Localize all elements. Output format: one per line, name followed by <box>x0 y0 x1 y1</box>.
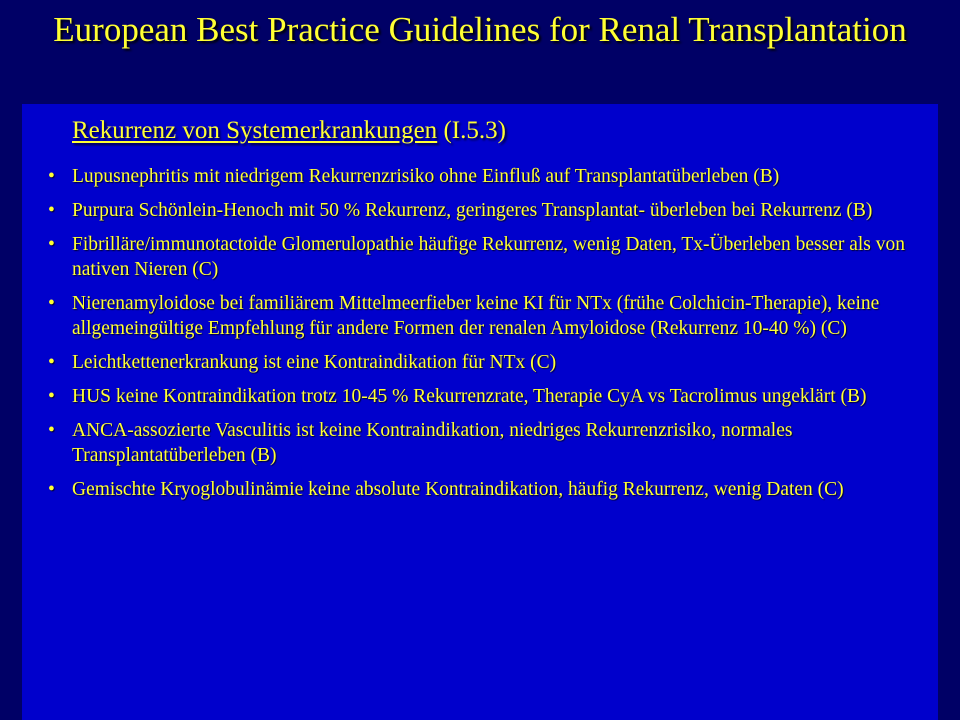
bullet-item <box>48 418 930 468</box>
bullet-text: Gemischte Kryoglobulinämie keine absolute Kontraindikation, häufig Rekurrenz, wenig Daten (C) <box>72 479 844 500</box>
bullet-item <box>48 198 930 223</box>
subtitle <box>72 116 506 146</box>
bullet-item <box>48 477 930 502</box>
bullet-dot-icon: • <box>48 293 55 314</box>
bullet-item <box>48 350 930 375</box>
bullet-dot-icon: • <box>48 420 55 441</box>
bullet-text: HUS keine Kontraindikation trotz 10-45 % Rekurrenzrate, Therapie CyA vs Tacrolimus ungeklärt (B) <box>72 386 867 407</box>
bullet-text: Nierenamyloidose bei familiärem Mittelmeerfieber keine KI für NTx (frühe Colchicin-Therapie), keine allgemeingültige Empfehlung für andere Formen der renalen Amyloidose (Rekurrenz 10-40 %) (C) <box>72 293 880 339</box>
subtitle-ref: (I.5.3) <box>443 117 506 144</box>
bullet-dot-icon: • <box>48 200 55 221</box>
bullet-dot-icon: • <box>48 352 55 373</box>
bullet-text: Lupusnephritis mit niedrigem Rekurrenzrisiko ohne Einfluß auf Transplantatüberleben (B) <box>72 166 780 187</box>
subtitle-main: Rekurrenz von Systemerkrankungen <box>72 117 438 144</box>
bullet-item <box>48 232 930 282</box>
bullet-dot-icon: • <box>48 479 55 500</box>
bullet-item <box>48 384 930 409</box>
bullet-item <box>48 164 930 189</box>
bullet-text: Purpura Schönlein-Henoch mit 50 % Rekurrenz, geringeres Transplantat- überleben bei Rekurrenz (B) <box>72 200 873 221</box>
bullet-list <box>48 164 930 511</box>
slide-title: European Best Practice Guidelines for Renal Transplantation <box>53 10 907 49</box>
bullet-text: Leichtkettenerkrankung ist eine Kontraindikation für NTx (C) <box>72 352 557 373</box>
bullet-dot-icon: • <box>48 166 55 187</box>
bullet-dot-icon: • <box>48 386 55 407</box>
content-panel <box>22 104 938 720</box>
bullet-text: Fibrilläre/immunotactoide Glomerulopathie häufige Rekurrenz, wenig Daten, Tx-Überleben besser als von nativen Nieren (C) <box>72 234 906 280</box>
bullet-item <box>48 291 930 341</box>
bullet-dot-icon: • <box>48 234 55 255</box>
bullet-text: ANCA-assozierte Vasculitis ist keine Kontraindikation, niedriges Rekurrenzrisiko, normales Transplantatüberleben (B) <box>72 420 793 466</box>
